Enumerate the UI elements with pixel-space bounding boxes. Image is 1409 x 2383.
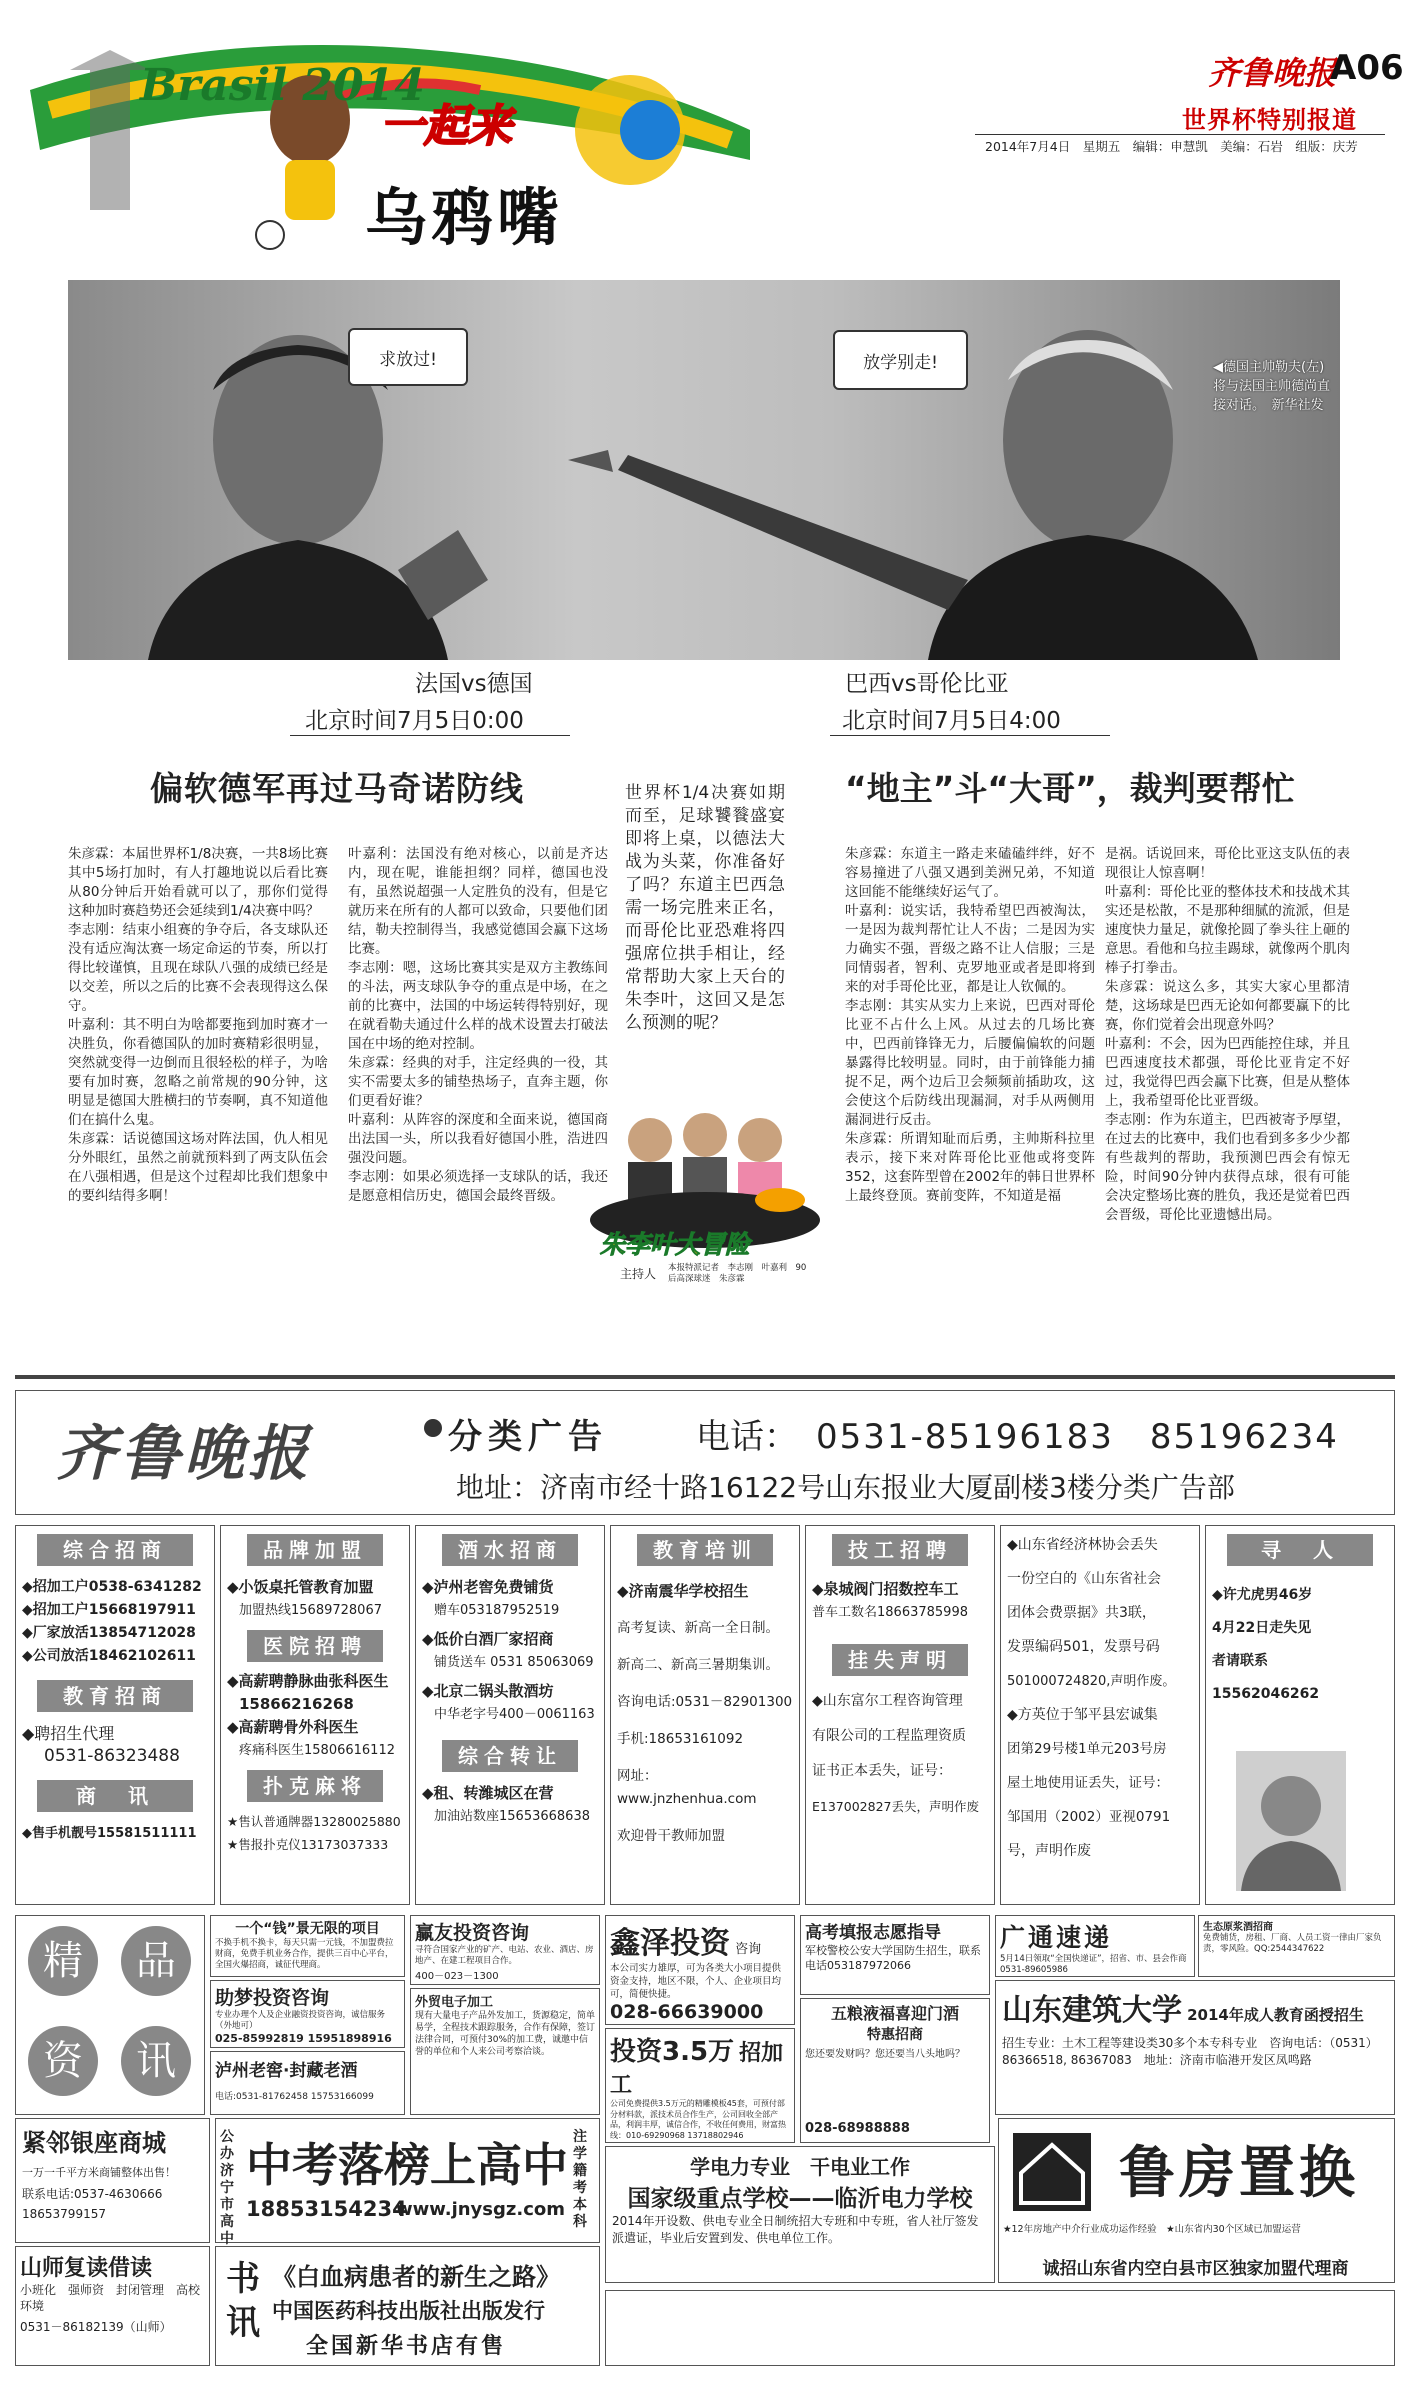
ad-gaokao: [800, 1915, 990, 1995]
ad-book-store: 全国新华书店有售: [306, 2334, 507, 2359]
box-e: [805, 1525, 995, 1905]
box-b-item: 疼痛科医生15806616112: [239, 1743, 395, 1758]
box-c-item: ◆北京二锅头散酒坊: [422, 1682, 554, 1700]
ad-luzhou-title: 泸州老窖·封藏老酒: [215, 2061, 358, 2081]
ad-qian-jing: [210, 1915, 405, 1977]
logo-text: Brasil 2014: [140, 60, 425, 111]
box-g-item: 15562046262: [1212, 1686, 1320, 1702]
box-f-item: ◆山东省经济林协会丢失: [1007, 1537, 1158, 1553]
ad-shanshi-phone: 0531－86182139（山师）: [20, 2320, 172, 2334]
box-e-item: E137002827丢失，声明作废: [812, 1799, 979, 1814]
ad-dianli: [605, 2146, 995, 2283]
box-b-title-1: 品牌加盟: [247, 1534, 383, 1566]
bubble-right-text: 放学别走!: [863, 352, 938, 373]
ad-jinlin-phone: 联系电话:0537-4630666 18653799157: [22, 2187, 163, 2221]
ad-jianzhu-title: 山东建筑大学: [1002, 1993, 1182, 2028]
ad-jianzhu-sub: 2014年成人教育函授招生: [1187, 2006, 1364, 2024]
hosts-names: 本报特派记者 李志刚 叶嘉利 90后高深球迷 朱彦霖: [668, 1263, 807, 1284]
box-g: [1205, 1525, 1395, 1905]
box-e-item: ◆山东富尔工程咨询管理: [812, 1693, 963, 1709]
ad-guangtong-text: 5月14日领取“全国快递证”，招省、市、县会作商0531-89605986: [1000, 1954, 1187, 1975]
ad-qian-text: 不换手机不换卡，每天只需一元钱，不加盟费拉财商，免费手机业务合作，提供三百中心平台，全国火爆招商，诚征代理商。: [215, 1938, 394, 1970]
box-f-item: 团体会费票据》共3联，: [1007, 1605, 1156, 1621]
ad-touzi-sub: 招加工: [610, 2041, 784, 2098]
ad-lufang: [998, 2118, 1395, 2283]
box-d-item: 高考复读、新高一全日制。: [617, 1620, 779, 1636]
ad-book-side: 书讯: [226, 2259, 260, 2343]
ad-jingpin-zixun: [15, 1915, 205, 2115]
ad-book: [215, 2246, 600, 2366]
ad-zhongkao-side2: 注学籍考本科: [573, 2129, 587, 2230]
box-e-item: ◆泉城阀门招数控车工: [812, 1580, 959, 1598]
box-e-title-1: 技工招聘: [832, 1534, 968, 1566]
box-a: [15, 1525, 215, 1905]
box-d-item: 新高二、新高三暑期集训。: [617, 1657, 779, 1673]
ad-xinze-phone: 028-66639000: [610, 2001, 764, 2023]
ad-jinlin: [15, 2118, 210, 2243]
box-d: [610, 1525, 800, 1905]
hosts-logo: 朱李叶大冒险: [600, 1230, 751, 1259]
ad-book-title: 《白血病患者的新生之路》: [272, 2263, 560, 2291]
box-c-item: 铺货送车 0531 85063069: [434, 1655, 594, 1670]
match-left-time: 北京时间7月5日0:00: [305, 708, 524, 734]
ad-shanshi-text: 小班化 强师资 封闭管理 高校环境: [20, 2283, 201, 2313]
column-title: 乌鸦嘴: [365, 181, 564, 254]
ad-touzi-title: 投资3.5万: [610, 2037, 735, 2067]
box-e-item: 普车工数名18663785998: [812, 1605, 968, 1620]
speech-bubble-left: [348, 328, 468, 386]
box-a-item: ◆招加工户0538-6341282: [22, 1579, 202, 1595]
house-logo-icon: [1013, 2133, 1091, 2211]
ad-waimao-text: 现有大量电子产品外发加工，货源稳定，简单易学，全程技术跟踪服务，合作有保障，签订法律合同，可预付30%的加工费，诚邀中信誉的单位和个人来公司考察洽谈。: [415, 2011, 596, 2057]
box-f-item: 一份空白的《山东省社会: [1007, 1571, 1161, 1587]
headline-right: “地主”斗“大哥”，裁判要帮忙: [845, 769, 1295, 808]
box-b: [220, 1525, 410, 1905]
match-right-time: 北京时间7月5日4:00: [842, 708, 1061, 734]
box-b-item: 加盟热线15689728067: [239, 1603, 382, 1618]
ad-shengtai-title: 生态原浆酒招商: [1203, 1922, 1273, 1933]
ad-yingyou-phone: 400－023－1300: [415, 1971, 499, 1982]
hosts-label: 主持人: [620, 1267, 657, 1281]
box-a-title-2: 教育招商: [37, 1680, 193, 1712]
box-d-title-1: 教育培训: [637, 1534, 773, 1566]
ad-wuliangye-title: 五粮液福喜迎门酒: [830, 2004, 959, 2023]
box-b-item: ◆高薪聘静脉曲张科医生: [227, 1672, 389, 1690]
ad-zhumeng: [210, 1980, 405, 2048]
box-b-item: ★售报扑克仪13173037333: [227, 1837, 389, 1852]
box-f-item: 团第29号楼1单元203号房: [1007, 1741, 1167, 1757]
box-b-item: 15866216268: [239, 1695, 354, 1713]
article-col-1: 朱彦霖：本届世界杯1/8决赛，一共8场比赛其中5场打加时，有人打趣地说以后看比赛从80分钟后开始看就可以了，那你们觉得这种加时赛趋势还会延续到1/4决赛中吗？ 李志刚：结束小组赛的争夺后，各支球队还没有适应淘汰赛一场定命运的节奏，所以打得比较谨慎，且现在球队八强的成绩已经是以交差，所以之后的比赛不会表现得这么保守。 叶嘉利：其不明白为啥都要拖到加时赛才一决胜负，你看德国队的加时赛精彩很明显，突然就变得一边倒而且很轻松的样子，为啥要有加时赛，忽略之前常规的90分钟，这明显是德国大胜横扫的节奏啊，真不知道他们在搞什么鬼。 朱彦霖：话说德国这场对阵法国，仇人相见分外眼红，虽然之前就预料到了两支队伍会在八强相遇，但是这个过程却比我们想象中的要纠结得多啊！: [68, 846, 328, 1204]
box-c: [415, 1525, 605, 1905]
ad-zhumeng-text: 专业办理个人及企业融资投资咨询，诚信服务（外地可）: [215, 2010, 386, 2031]
classified-header: [15, 1390, 1395, 1515]
box-g-title-1: 寻 人: [1227, 1534, 1373, 1566]
box-b-item: ◆小饭桌托管教育加盟: [227, 1578, 374, 1596]
box-e-title-2: 挂失声明: [832, 1644, 968, 1676]
box-a-item: ◆公司放活18462102611: [22, 1648, 196, 1664]
slogan: 一起来: [380, 101, 512, 152]
ad-zhongkao-web: www.jnysgz.com: [396, 2199, 565, 2220]
ad-wuliangye-phone: 028-68988888: [805, 2121, 910, 2136]
ad-zhongkao-side: 公办济宁市高中: [220, 2129, 234, 2247]
article-col-4: 是祸。话说回来，哥伦比亚这支队伍的表现很让人惊喜啊！ 叶嘉利：哥伦比亚的整体技术和技战术其实还是松散，不是那种细腻的流派，但是速度快力量足，就像抡圆了拳头往上砸的意思。看他和乌拉圭踢球，就像两个肌肉棒子打拳击。 朱彦霖：说这么多，其实大家心里都清楚，这场球是巴西无论如何都要赢下的比赛，你们觉着会出现意外吗？ 叶嘉利：不会，因为巴西能控住球，并且巴西速度技术都强，哥伦比亚肯定不好过，我觉得巴西会赢下比赛，但是从整体上，我希望哥伦比亚晋级。 李志刚：作为东道主，巴西被寄予厚望，在过去的比赛中，我们也看到多多少少都有些裁判的帮助，我预测巴西会有惊无险，时间90分钟内获得点球，很有可能会决定整场比赛的胜负，我还是觉着巴西会晋级，哥伦比亚遗憾出局。: [1105, 846, 1350, 1223]
ad-lufang-text: ★12年房地产中介行业成功运作经验 ★山东省内30个区域已加盟运营: [1003, 2224, 1301, 2235]
box-c-item: 中华老字号400－0061163: [434, 1707, 595, 1722]
ad-guangtong-title: 广通速递: [1000, 1923, 1113, 1952]
phone-number: 0531-85196183 85196234: [816, 1417, 1339, 1457]
ad-lufang-title: 鲁房置换: [1119, 2141, 1359, 2206]
ad-jp-char: 讯: [121, 2026, 191, 2096]
intro-text: 世界杯1/4决赛如期而至，足球饕餮盛宴即将上桌，以德法大战为头菜，你准备好了吗？东道主巴西急需一场完胜来正名，而哥伦比亚恐难将四强席位拱手相让，经常帮助大家上天台的朱李叶，这回又是怎么预测的呢？: [625, 783, 785, 1033]
masthead: [0, 0, 1409, 254]
box-f-item: 屋土地使用证丢失，证号：: [1007, 1775, 1169, 1791]
box-e-item: 证书正本丢失，证号：: [812, 1763, 952, 1779]
ad-waimao-title: 外贸电子加工: [415, 1995, 494, 2010]
ad-qian-title: 一个“钱”景无限的项目: [235, 1921, 380, 1937]
bubble-left-text: 求放过!: [379, 349, 437, 370]
box-b-title-2: 医院招聘: [247, 1630, 383, 1662]
box-f-item: 501000724820,声明作废。: [1007, 1674, 1176, 1689]
box-c-title-2: 综合转让: [442, 1740, 578, 1772]
box-c-title-1: 酒水招商: [442, 1534, 578, 1566]
headline-left: 偏软德军再过马奇诺防线: [150, 769, 524, 808]
box-e-item: 有限公司的工程监理资质: [812, 1728, 966, 1744]
ad-shanshi: [15, 2246, 210, 2366]
ad-lufang-bottom: 诚招山东省内空白县市区独家加盟代理商: [1042, 2259, 1349, 2279]
ad-dianli-title: 学电力专业 干电业工作: [690, 2155, 910, 2179]
box-g-item: ◆许尤虎男46岁: [1212, 1587, 1313, 1603]
ad-shengtai-text: 免费铺货，房租、厂商、人员工资一律由厂家负责，零风险。QQ:2544347622: [1203, 1933, 1382, 1954]
box-b-item: ◆高薪聘骨外科医生: [227, 1718, 359, 1736]
ad-wuliangye-sub: 特惠招商: [867, 2027, 923, 2043]
speech-bubble-right: [833, 330, 968, 390]
box-a-item: ◆聘招生代理: [22, 1724, 115, 1743]
box-d-item: 手机:18653161092: [617, 1731, 744, 1747]
ad-wuliangye-text: 您还要发财吗？您还要当八头地吗？: [805, 2049, 965, 2060]
box-c-item: ◆租、转潍城区在营: [422, 1784, 554, 1802]
box-a-item: ◆售手机靓号15581511111: [22, 1826, 197, 1841]
box-g-item: 者请联系: [1212, 1653, 1268, 1669]
ad-jianzhu-daxue: [995, 1980, 1395, 2115]
ad-book-pub: 中国医药科技出版社出版发行: [272, 2299, 545, 2323]
ad-jp-char: 品: [121, 1926, 191, 1996]
ad-dianli-text: 2014年开设数、供电专业全日制统招大专班和中专班，省人社厅签发派遣证，毕业后安置到发、供电单位工作。: [612, 2214, 979, 2245]
ad-yingyou: [410, 1915, 600, 1985]
ad-gaokao-text: 军校警校公安大学国防生招生，联系电话053187972066: [805, 1944, 981, 1972]
ad-zhumeng-title: 助梦投资咨询: [215, 1987, 330, 2009]
box-c-item: 赠车053187952519: [434, 1603, 560, 1618]
classified-paper-logo: 齐鲁晚报: [56, 1419, 312, 1489]
paper-name: 齐鲁晚报: [1208, 54, 1337, 92]
hosts-block: [580, 1100, 830, 1295]
box-g-item: 4月22日走失见: [1212, 1620, 1312, 1636]
box-d-item: 欢迎骨干教师加盟: [617, 1828, 725, 1844]
box-c-item: ◆泸州老窖免费铺货: [422, 1578, 554, 1596]
article-col-2: 叶嘉利：法国没有绝对核心，以前是齐达内，现在呢，谁能担纲？同样，德国也没有，虽然说超强一人定胜负的没有，但是它就历来在所有的人都可以致命，只要他们团结，勒夫控制得当，我感觉德国会赢下这场比赛。 李志刚：嗯，这场比赛其实是双方主教练间的斗法，两支球队争夺的重点是中场，在之前的比赛中，法国的中场运转得特别好，现在就看勒夫通过什么样的战术设置去打破法国在中场的绝对控制。 朱彦霖：经典的对手，注定经典的一役，其实不需要太多的铺垫热场子，直奔主题，你们更看好谁？ 叶嘉利：从阵容的深度和全面来说，德国商出法国一头，所以我看好德国小胜，浩进四强没问题。 李志刚：如果必须选择一支球队的话，我还是愿意相信历史，德国会最终晋级。: [348, 846, 608, 1204]
photo-caption: ◀德国主帅勒夫(左)将与法国主帅德尚直接对话。 新华社发: [1213, 360, 1331, 413]
box-b-title-3: 扑克麻将: [247, 1770, 383, 1802]
ad-luzhou-text: 电话:0531-81762458 15753166099: [215, 2092, 374, 2102]
ad-zhongkao: [215, 2118, 600, 2247]
box-a-item: ◆招加工户15668197911: [22, 1602, 196, 1618]
classified-bullet-icon: [424, 1419, 442, 1437]
ad-gaokao-title: 高考填报志愿指导: [805, 1923, 941, 1943]
section-title: 世界杯特别报道: [1182, 106, 1357, 134]
box-a-title-1: 综合招商: [37, 1534, 193, 1566]
box-c-item: ◆低价白酒厂家招商: [422, 1630, 554, 1648]
ad-jianzhu-text: 招生专业：土木工程等建设类30多个本专科专业 咨询电话：（0531）86366518, 86367083 地址：济南市临港开发区凤鸣路: [1002, 2036, 1378, 2067]
ad-zhongkao-title: 中考落榜上高中: [246, 2138, 568, 2192]
ad-shengtai: [1198, 1915, 1395, 1977]
ad-jp-char: 精: [28, 1926, 98, 1996]
ad-jinlin-title: 紧邻银座商城: [22, 2129, 166, 2157]
ad-luzhou: [210, 2051, 405, 2115]
ad-xinze-sub: 咨询: [735, 1942, 762, 1957]
box-b-item: ★售认普通牌器13280025880: [227, 1814, 401, 1829]
ad-xinze: [605, 1915, 795, 2025]
box-f-item: 号，声明作废: [1007, 1843, 1091, 1859]
ad-guangtong: [995, 1915, 1195, 1977]
classified-address: 地址：济南市经十路16122号山东报业大厦副楼3楼分类广告部: [456, 1471, 1235, 1504]
phone-label: 电话：: [696, 1417, 798, 1457]
ad-wuliangye: [800, 1998, 990, 2143]
ad-xinze-text: 本公司实力雄厚，可为各类大小项目提供资金支持，地区不限，个人、企业项目均可，简便快捷。: [610, 1963, 782, 2000]
match-right-teams: 巴西vs哥伦比亚: [845, 671, 1009, 697]
ad-shanshi-title: 山师复读借读: [20, 2256, 153, 2281]
box-c-item: 加油站数座15653668638: [434, 1809, 590, 1824]
box-f: [1000, 1525, 1200, 1905]
coaches-photo-art: [68, 280, 1340, 660]
box-a-item: ◆厂家放活13854712028: [22, 1625, 196, 1641]
box-f-item: 邹国用（2002）亚视0791: [1007, 1809, 1171, 1825]
missing-person-photo: [1236, 1751, 1346, 1891]
ad-yingyou-text: 寻符合国家产业的矿产、电站、农业、酒店、房地产、在建工程项目合作。: [415, 1945, 594, 1966]
ad-dianli-big: 国家级重点学校——临沂电力学校: [627, 2186, 973, 2212]
box-a-title-3: 商 讯: [37, 1780, 193, 1812]
ad-jinlin-text: 一万一千平方米商铺整体出售！: [22, 2166, 176, 2179]
ad-waimao: [410, 1988, 600, 2115]
ad-zhumeng-phone: 025-85992819 15951898916: [215, 2032, 392, 2045]
box-f-item: ◆方英位于邹平县宏诚集: [1007, 1707, 1158, 1723]
box-d-item: 咨询电话:0531－82901300: [617, 1694, 793, 1710]
box-d-item: 网址：www.jnzhenhua.com: [617, 1768, 757, 1807]
article-col-3: 朱彦霖：东道主一路走来磕磕绊绊，好不容易撞进了八强又遇到美洲兄弟，不知道这回能不能继续好运气了。 叶嘉利：说实话，我特希望巴西被淘汰，一是因为裁判帮忙让人不齿；二是因为实力确实不强，晋级之路不让人信服；三是同情弱者，智利、克罗地亚或者是即将到来的对手哥伦比亚，都是让人钦佩的。 李志刚：其实从实力上来说，巴西对哥伦比亚不占什么上风。从过去的几场比赛中，巴西前锋锋无力，后腰偏偏软的问题暴露得比较明显。同时，由于前锋能力捕捉不足，两个边后卫会频频前插助攻，这会使这个后防线出现漏洞，对手从两侧用漏洞进行反击。 朱彦霖：所谓知耻而后勇，主帅斯科拉里表示，接下来对阵哥伦比亚他或将变阵352，这套阵型曾在2002年的韩日世界杯上最终登顶。赛前变阵，不知道是福: [845, 846, 1095, 1204]
ad-zhongkao-phone: 18853154234: [246, 2197, 407, 2221]
box-f-item: 发票编码501，发票号码: [1007, 1639, 1160, 1655]
page-number: A06: [1330, 48, 1404, 88]
box-d-item: ◆济南震华学校招生: [617, 1582, 749, 1600]
ad-touzi-text: 公司免费提供3.5万元的精雕模板45套，可预付部分材料款，派技术员合作生产，公司回收全部产品，利润丰厚，诚信合作，不收任何费用，财富热线：010-69290968 13718802946: [610, 2099, 786, 2140]
ad-touzi-35: [605, 2028, 795, 2143]
ad-xinze-title: 鑫泽投资: [610, 1926, 730, 1961]
photo: [68, 280, 1340, 660]
match-left-teams: 法国vs德国: [415, 671, 533, 697]
person-icon: [1236, 1751, 1346, 1891]
ad-jp-char: 资: [28, 2026, 98, 2096]
box-a-item: 0531-86323488: [44, 1746, 180, 1766]
page-info: 2014年7月4日 星期五 编辑：申慧凯 美编：石岩 组版：庆芳: [985, 139, 1358, 154]
ad-yingyou-title: 赢友投资咨询: [415, 1922, 530, 1944]
classified-label: 分类广告: [448, 1417, 608, 1457]
